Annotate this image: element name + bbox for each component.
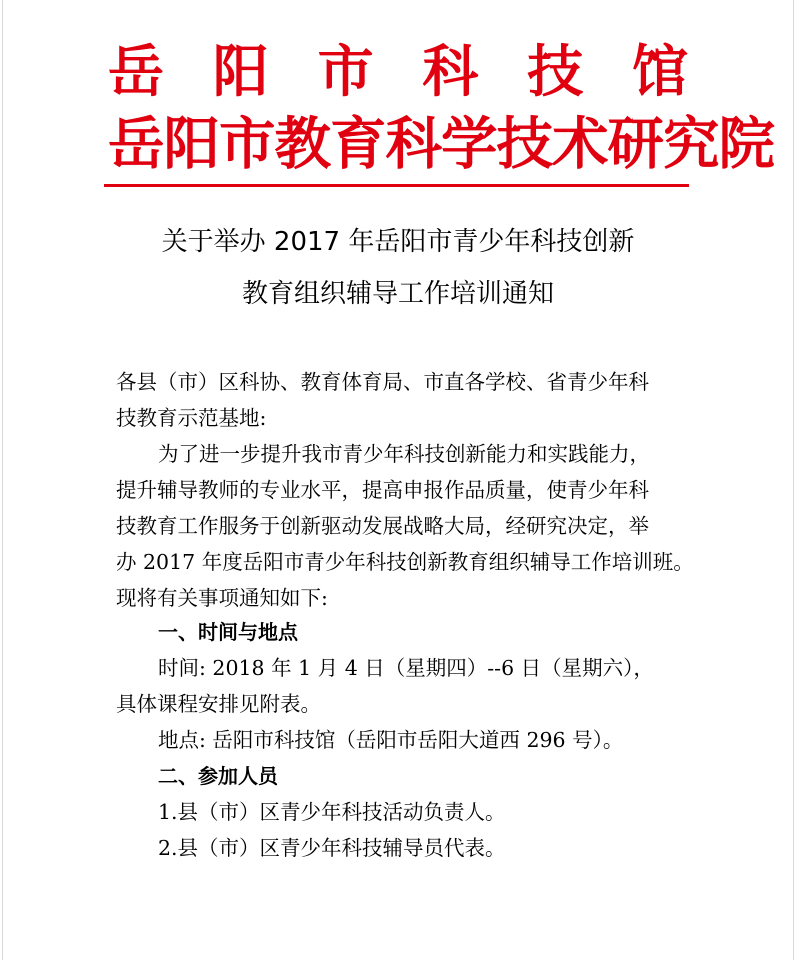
page-edge-left: [2, 0, 3, 960]
time-line: 时间: 2018 年 1 月 4 日（星期四）--6 日（星期六），: [158, 656, 654, 680]
header-org-1-char: 阳: [212, 39, 269, 105]
body-line: 各县（市）区科协、教育体育局、市直各学校、省青少年科: [116, 370, 649, 394]
body-line: 技教育工作服务于创新驱动发展战略大局，经研究决定，举: [116, 514, 649, 538]
time-line-continued: 具体课程安排见附表。: [116, 692, 321, 716]
header-divider: [104, 184, 689, 187]
body-line: 现将有关事项通知如下:: [116, 586, 328, 610]
header-org-1-char: 岳: [108, 39, 164, 105]
location-line: 地点: 岳阳市科技馆（岳阳市岳阳大道西 296 号）。: [158, 728, 624, 752]
section-heading-participants: 二、参加人员: [158, 764, 278, 788]
header-org-1: [108, 40, 688, 104]
participant-item: 2.县（市）区青少年科技辅导员代表。: [158, 836, 506, 860]
document-title-line-2: 教育组织辅导工作培训通知: [241, 279, 554, 309]
header-org-1-char: 科: [422, 39, 479, 105]
header-org-2: 岳阳市教育科学技术研究院: [108, 111, 774, 177]
page-edge-right: [793, 0, 794, 960]
body-line: 为了进一步提升我市青少年科技创新能力和实践能力，: [158, 442, 650, 466]
header-org-1-char: 市: [317, 39, 374, 105]
participant-item: 1.县（市）区青少年科技活动负责人。: [158, 800, 506, 824]
header-org-1-char: 馆: [631, 39, 688, 105]
body-line: 提升辅导教师的专业水平，提高申报作品质量，使青少年科: [116, 478, 649, 502]
header-org-1-char: 技: [527, 39, 584, 105]
section-heading-time-place: 一、时间与地点: [158, 620, 298, 644]
document-title-line-1: 关于举办 2017 年岳阳市青少年科技创新: [161, 227, 635, 257]
body-line: 技教育示范基地:: [116, 406, 267, 430]
body-line: 办 2017 年度岳阳市青少年科技创新教育组织辅导工作培训班。: [116, 550, 694, 574]
